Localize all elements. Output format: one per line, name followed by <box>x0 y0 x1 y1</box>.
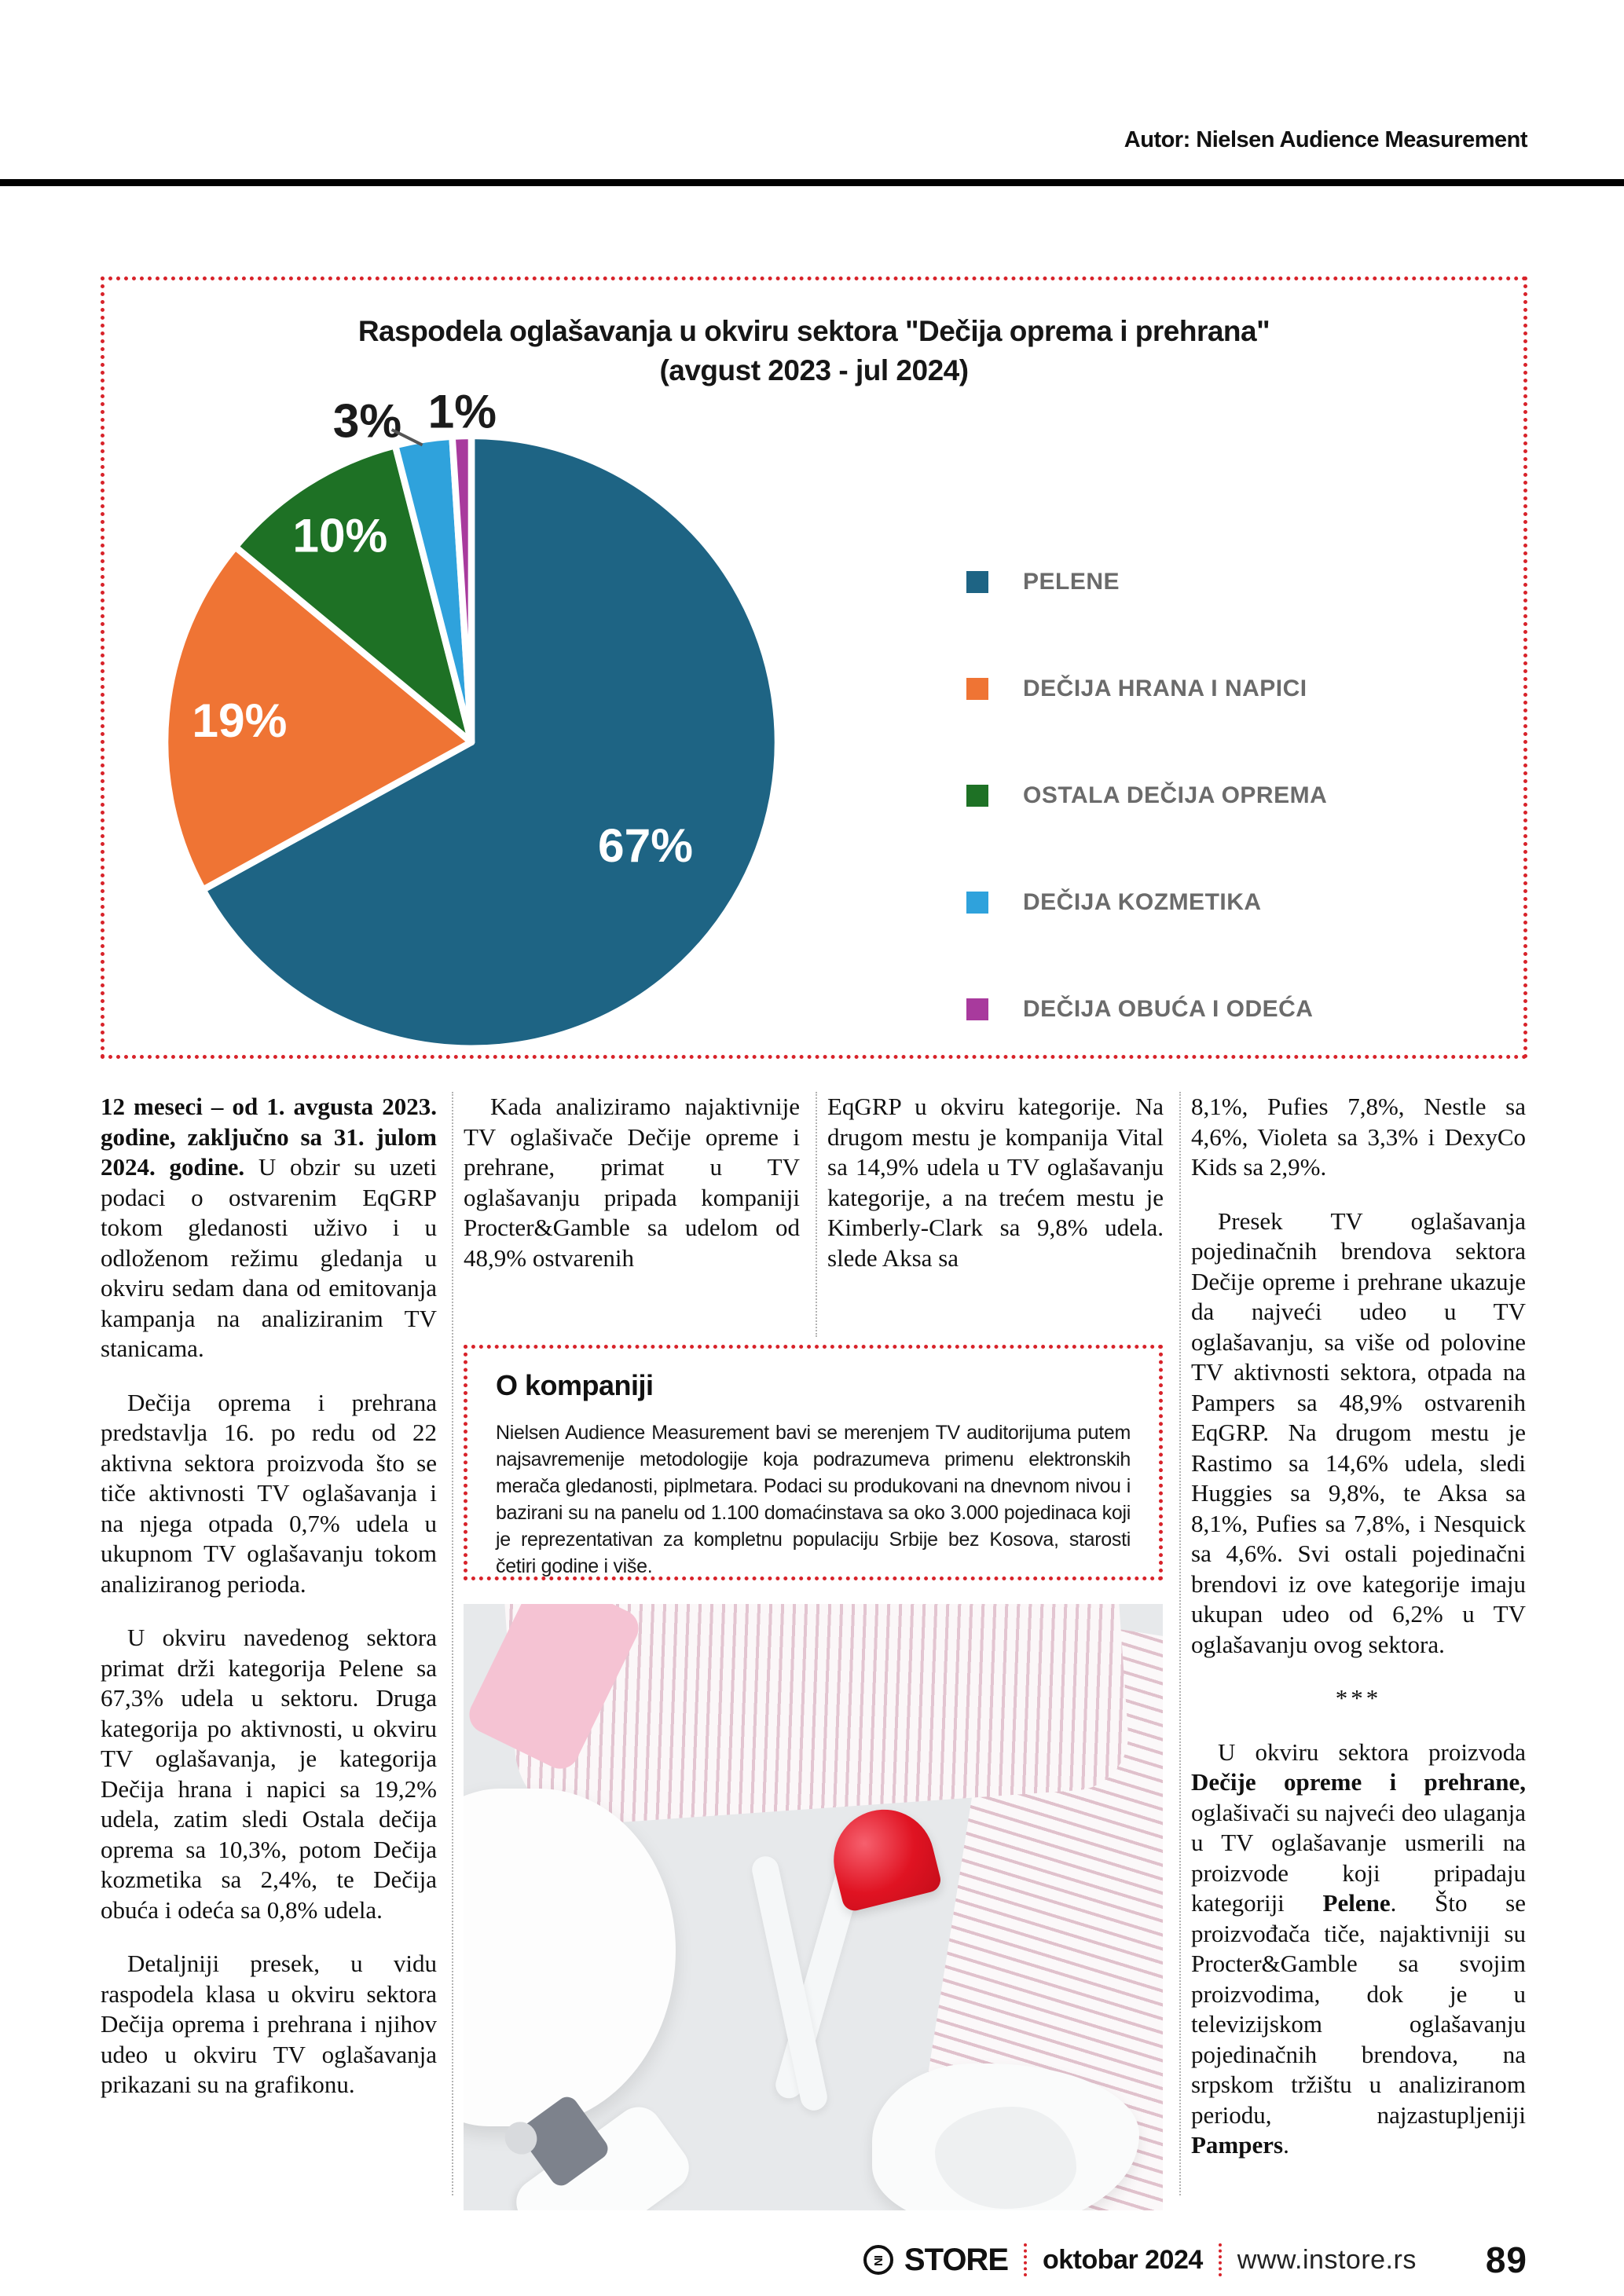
paragraph: Detaljniji presek, u vidu raspodela klasa u okviru sektora Dečija oprema i prehrana i njihov udeo u okviru TV oglašavanja prikazani su na grafikonu. <box>101 1950 437 2098</box>
legend-item-ostala-decija-oprema <box>966 784 1327 807</box>
footer-date: oktobar 2024 <box>1043 2244 1203 2275</box>
paragraph-text: . Što se proizvođača tiče, najaktivniji su Procter&Gamble sa svojim proizvodima, dok je u televizijskom oglašavanju pojedinačnih brendova, na srpskom tržištu u analiziranom periodu, najzastupljeniji <box>1191 1889 1526 2129</box>
baby-items-photo <box>464 1604 1163 2210</box>
chart-title-line1: Raspodela oglašavanja u okviru sektora "Dečija oprema i prehrana" <box>357 315 1270 347</box>
legend-item-label: DEČIJA OBUĆA I ODEĆA <box>1023 996 1314 1022</box>
legend-item-decija-hrana-i-napici <box>966 677 1327 701</box>
paragraph-text: U obzir su uzeti podaci o ostvarenim EqGRP tokom gledanosti uživo i u odloženom režimu gledanja u okviru sedam dana od emitovanja kampanja na analiziranim TV stanicama. <box>101 1153 437 1362</box>
paragraph: Dečija oprema i prehrana predstavlja 16. po redu od 22 aktivna sektora proizvoda što se tiče aktivnosti TV oglašavanja i na njega otpada 0,7% udela u ukupnom TV oglašavanju tokom analiziranog perioda. <box>101 1388 437 1598</box>
legend-item-label: DEČIJA KOZMETIKA <box>1023 889 1262 915</box>
instore-logo-initials: IN <box>871 2254 885 2265</box>
paragraph-text: oglašivači su najveći deo ulaganja u TV oglašavanje usmerili na proizvode koji pripadaju kategoriji <box>1191 1798 1526 1917</box>
paragraph-text: U okviru sektora proizvoda <box>1218 1738 1526 1766</box>
pie-chart <box>134 368 808 1073</box>
paragraph: Kada analiziramo najaktivnije TV oglašivače Dečije opreme i prehrane, primat u TV oglašavanju pripada kompaniji Procter&Gamble sa udelom od 48,9% ostvarenih <box>464 1093 800 1272</box>
article-column-4 <box>1191 1092 1526 2184</box>
article-column-3 <box>827 1092 1164 1297</box>
pie-label-3: 3% <box>332 394 402 448</box>
paragraph-bold: Pampers <box>1191 2131 1284 2159</box>
pie-label-2: 10% <box>292 508 388 562</box>
legend-item-label: OSTALA DEČIJA OPREMA <box>1023 782 1328 808</box>
footer-url[interactable]: www.instore.rs <box>1237 2244 1417 2275</box>
about-company-title: O kompaniji <box>496 1369 654 1401</box>
footer-separator <box>1024 2243 1027 2276</box>
pie-label-1: 19% <box>192 693 288 747</box>
pie-label-4: 1% <box>427 384 497 438</box>
section-separator-stars: *** <box>1335 1684 1382 1712</box>
paragraph <box>101 1092 437 1364</box>
chart-title-line2: (avgust 2023 - jul 2024) <box>659 354 969 386</box>
legend-item-decija-kozmetika <box>966 891 1327 914</box>
paragraph-bold: Pelene <box>1322 1889 1391 1917</box>
column-divider <box>452 1092 453 2195</box>
paragraph: EqGRP u okviru kategorije. Na drugom mestu je kompanija Vital sa 14,9% udela u TV oglašavanju kategorije, a na trećem mestu je Kimberly-Clark sa 9,8% udela. slede Aksa sa <box>827 1093 1164 1272</box>
header-rule <box>0 179 1624 186</box>
pie-label-0: 67% <box>598 818 694 872</box>
paragraph: 8,1%, Pufies 7,8%, Nestle sa 4,6%, Violeta sa 3,3% i DexyCo Kids sa 2,9%. <box>1191 1093 1526 1181</box>
article-column-1 <box>101 1092 437 2124</box>
paragraph: Presek TV oglašavanja pojedinačnih brendova sektora Dečije opreme i prehrane ukazuje da najveći udeo u TV oglašavanju, sa više od polovine TV aktivnosti sektora, otpada na Pampers sa 48,9% ostvarenih EqGRP. Na drugom mestu je Rastimo sa 14,6% udela, sledi Huggies sa 9,8%, te Aksa sa 8,1%, Pufies sa 7,8%, i Nesquick sa 4,6%. Svi ostali pojedinačni brendovi iz ove kategorije imaju ukupan udeo od 6,2% u TV oglašavanju ovog sektora. <box>1191 1207 1526 1658</box>
legend-swatch <box>966 892 988 914</box>
legend-item-label: DEČIJA HRANA I NAPICI <box>1023 676 1307 701</box>
paragraph: U okviru navedenog sektora primat drži kategorija Pelene sa 67,3% udela u sektoru. Druga kategorija po aktivnosti, u okviru TV oglašavanja, je kategorija Dečija hrana i napici sa 19,2% udela, zatim sledi Ostala dečija oprema sa 10,3%, potom Dečija kozmetika sa 2,4%, te Dečija obuća i odeća sa 0,8% udela. <box>101 1624 437 1924</box>
about-company-body: Nielsen Audience Measurement bavi se merenjem TV auditorijuma putem najsavremenije metodologije koja podrazumeva primenu elektronskih merača gledanosti, piplmetara. Podaci su produkovani na dnevnom nivou i bazirani su na panelu od 1.100 domaćinstava sa oko 3.000 pojedinaca koji je reprezentativan za kompletnu populaciju Srbije bez Kosova, starosti četiri godine i više. <box>496 1422 1131 1577</box>
legend-swatch <box>966 998 988 1020</box>
about-company-box <box>464 1345 1163 1580</box>
page-footer <box>863 2239 1527 2281</box>
paragraph-bold: Dečije opreme i prehrane, <box>1191 1768 1526 1796</box>
legend-swatch <box>966 571 988 593</box>
paragraph-lead-bold: 12 meseci – od 1. avgusta 2023. godine, zaključno sa 31. julom 2024. godine. <box>101 1093 437 1181</box>
red-cap-toy <box>823 1799 944 1913</box>
legend-item-pelene <box>966 570 1327 594</box>
chart-box <box>101 276 1527 1059</box>
article-column-2 <box>464 1092 800 1297</box>
author-credit: Autor: Nielsen Audience Measurement <box>1124 127 1527 152</box>
footer-separator <box>1219 2243 1222 2276</box>
column-divider <box>1179 1092 1181 2195</box>
paragraph <box>1191 1738 1526 2161</box>
page-number: 89 <box>1485 2239 1527 2280</box>
footer-brand: STORE <box>904 2242 1008 2277</box>
legend-swatch <box>966 785 988 807</box>
legend-swatch <box>966 678 988 700</box>
diaper-shape <box>464 1789 676 2126</box>
column-divider <box>816 1092 817 1337</box>
instore-logo-icon <box>863 2245 893 2275</box>
legend-item-label: PELENE <box>1023 569 1120 595</box>
chart-legend <box>966 570 1327 1104</box>
legend-item-decija-obuca-i-odeca <box>966 998 1327 1021</box>
paragraph-text: . <box>1283 2131 1289 2159</box>
